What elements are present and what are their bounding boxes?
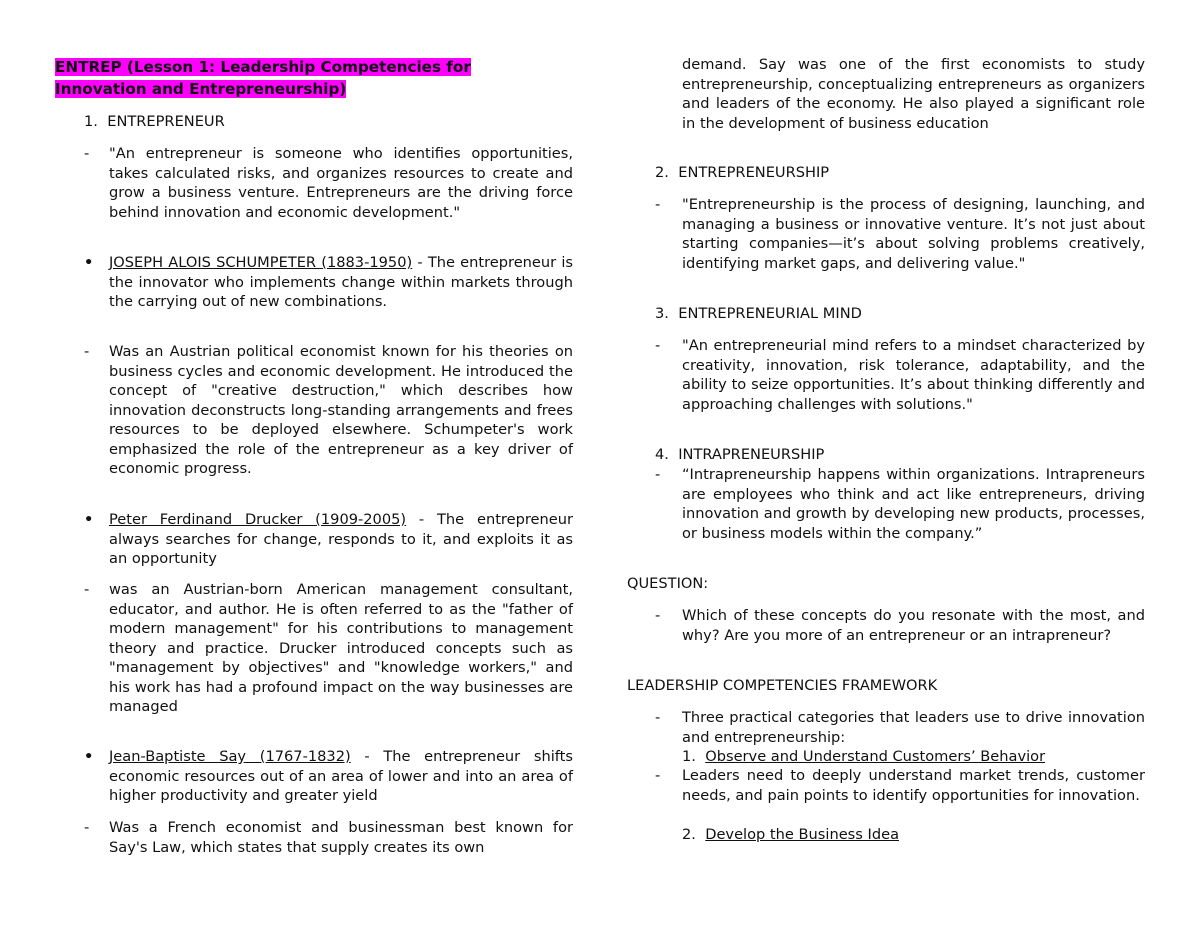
- entrepreneurship-definition: "Entrepreneurship is the process of designing, launching, and managing a business or innovative venture. It’s not just about starting companies—it’s about solving problems creatively, identifying market gaps, and delivering value.": [682, 196, 1145, 272]
- bullet-marker: •: [84, 511, 94, 528]
- intrapreneurship-definition: “Intrapreneurship happens within organizations. Intrapreneurs are employees who think and act like entrepreneurs, driving innovation and growth by developing new products, processes, or business models within the company.”: [682, 466, 1145, 542]
- category-2-label: Develop the Business Idea: [705, 826, 900, 843]
- dash-marker: -: [655, 337, 661, 354]
- bullet-marker: •: [84, 254, 94, 271]
- say-quote: - The entrepreneur shifts economic resources out of an area of lower and into an area of higher productivity and greater yield: [109, 748, 573, 804]
- say-bio: Was a French economist and businessman best known for Say's Law, which states that supply creates its own: [109, 819, 573, 856]
- heading-entrepreneur-label: ENTREPRENEUR: [107, 113, 225, 130]
- question-heading: QUESTION:: [627, 575, 709, 592]
- entrepreneurial-mind-definition: "An entrepreneurial mind refers to a mindset characterized by creativity, innovation, risk tolerance, adaptability, and the ability to seize opportunities. It’s about thinking differently and approaching challenges with solutions.": [682, 337, 1145, 413]
- drucker-entry: [109, 510, 573, 569]
- category-1-label: Observe and Understand Customers’ Behavior: [705, 748, 1046, 765]
- title-line-1: ENTREP (Lesson 1: Leadership Competencies for: [55, 58, 471, 76]
- heading-entrepreneurial-mind: 3. ENTREPRENEURIAL MIND: [655, 305, 862, 322]
- say-entry: [109, 747, 573, 806]
- document-title: [55, 56, 573, 100]
- dash-marker: -: [84, 819, 90, 836]
- schumpeter-quote: - The entrepreneur is the innovator who implements change within markets through the carrying out of new combinations.: [109, 254, 573, 310]
- dash-marker: -: [84, 145, 90, 162]
- category-1-text: Leaders need to deeply understand market trends, customer needs, and pain points to identify opportunities for innovation.: [682, 767, 1145, 804]
- dash-marker: -: [655, 607, 661, 624]
- drucker-quote: - The entrepreneur always searches for change, responds to it, and exploits it as an opportunity: [109, 511, 573, 567]
- dash-marker: -: [655, 767, 661, 784]
- heading-entrepreneurship: 2. ENTREPRENEURSHIP: [655, 164, 830, 181]
- schumpeter-bio: Was an Austrian political economist known for his theories on business cycles and economic development. He introduced the concept of "creative destruction," which describes how innovation deconstructs long-standing arrangements and frees resources to be deployed elsewhere. Schumpeter's work emphasized the role of the entrepreneur as a key driver of economic progress.: [109, 343, 573, 477]
- heading-entrepreneurship-label: ENTREPRENEURSHIP: [678, 164, 830, 181]
- drucker-bio: was an Austrian-born American management consultant, educator, and author. He is often referred to as the "father of modern management" for his contributions to management theory and practice. Drucker introduced concepts such as "management by objectives" and "knowledge workers," and his work has had a profound impact on the way businesses are managed: [109, 581, 573, 715]
- dash-marker: -: [655, 709, 661, 726]
- heading-intrapreneurship: 4. INTRAPRENEURSHIP: [655, 446, 825, 463]
- say-bio-continued: demand. Say was one of the first economists to study entrepreneurship, conceptualizing entrepreneurs as organizers and leaders of the economy. He also played a significant role in the development of business education: [682, 56, 1145, 132]
- drucker-name: Peter Ferdinand Drucker (1909-2005): [109, 511, 407, 528]
- dash-marker: -: [655, 466, 661, 483]
- entrepreneur-definition: "An entrepreneur is someone who identifies opportunities, takes calculated risks, and organizes resources to create and grow a business venture. Entrepreneurs are the driving force behind innovation and economic development.": [109, 145, 573, 221]
- category-1: 1. Observe and Understand Customers’ Behavior: [682, 748, 1046, 765]
- heading-intrapreneurship-label: INTRAPRENEURSHIP: [678, 446, 825, 463]
- schumpeter-entry: [109, 253, 573, 312]
- framework-heading: LEADERSHIP COMPETENCIES FRAMEWORK: [627, 677, 938, 694]
- question-text: Which of these concepts do you resonate with the most, and why? Are you more of an entrepreneur or an intrapreneur?: [682, 607, 1145, 644]
- say-name: Jean-Baptiste Say (1767-1832): [109, 748, 351, 765]
- heading-entrepreneur: 1. ENTREPRENEUR: [84, 113, 225, 130]
- schumpeter-name: JOSEPH ALOIS SCHUMPETER (1883-1950): [109, 254, 413, 271]
- category-2: 2. Develop the Business Idea: [682, 826, 900, 843]
- bullet-marker: •: [84, 748, 94, 765]
- dash-marker: -: [84, 581, 90, 598]
- heading-entrepreneurial-mind-label: ENTREPRENEURIAL MIND: [678, 305, 862, 322]
- dash-marker: -: [84, 343, 90, 360]
- dash-marker: -: [655, 196, 661, 213]
- framework-intro: Three practical categories that leaders use to drive innovation and entrepreneurship:: [682, 709, 1145, 746]
- title-line-2: Innovation and Entrepreneurship): [55, 80, 347, 98]
